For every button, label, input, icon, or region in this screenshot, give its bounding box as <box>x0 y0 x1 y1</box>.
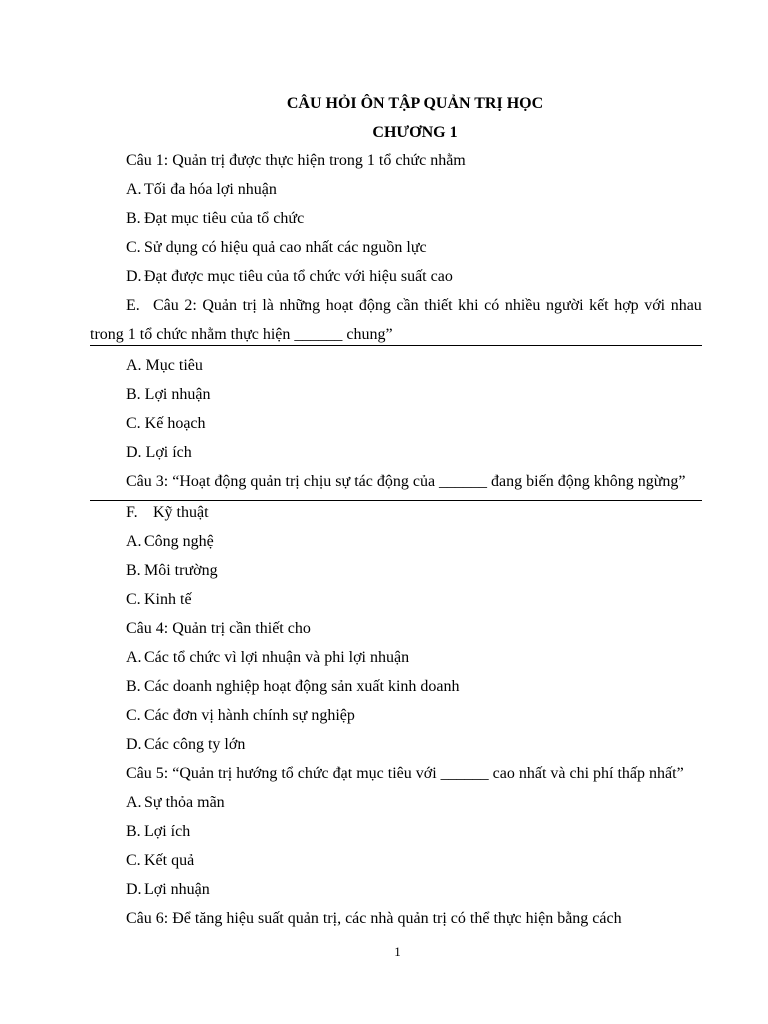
question-2-word: trị <box>242 297 257 314</box>
option-text: Các công ty lớn <box>144 736 246 753</box>
question-2-word: thiết <box>424 297 453 314</box>
question-2-word: nhau <box>670 297 702 314</box>
q2-prefix: E. <box>126 297 140 314</box>
option-text: Kinh tế <box>144 591 192 608</box>
question-2-word: kết <box>589 297 609 314</box>
page-number: 1 <box>394 944 401 959</box>
question-5: Câu 5: “Quản trị hướng tổ chức đạt mục tiêu với ______ cao nhất và chi phí thấp nhất” <box>126 765 684 782</box>
q5-option-d <box>126 880 210 900</box>
option-text: Lợi nhuận <box>144 881 210 898</box>
option-label: B. <box>126 823 141 840</box>
option-text: Các doanh nghiệp hoạt động sản xuất kinh doanh <box>144 678 460 695</box>
option-label: A. <box>126 649 142 666</box>
option-text: Tối đa hóa lợi nhuận <box>144 181 277 198</box>
question-2-word: nhiều <box>504 297 541 314</box>
q5-option-a <box>126 793 225 813</box>
divider-rule <box>90 345 702 346</box>
option-text: Đạt được mục tiêu của tổ chức với hiệu suất cao <box>144 268 453 285</box>
question-1: Câu 1: Quản trị được thực hiện trong 1 tổ chức nhằm <box>126 152 466 169</box>
question-2-word: hợp <box>614 297 639 314</box>
option-label: B. <box>126 562 141 579</box>
document-title: CÂU HỎI ÔN TẬP QUẢN TRỊ HỌC <box>286 95 544 112</box>
question-2-word: người <box>545 297 584 314</box>
option-label: C. <box>126 852 141 869</box>
q3-option-c <box>126 590 192 610</box>
q2-option-a: A. Mục tiêu <box>126 357 203 374</box>
q4-option-a <box>126 648 409 668</box>
q1-option-d <box>126 267 453 287</box>
q5-option-c <box>126 851 194 871</box>
question-2-word: là <box>262 297 274 314</box>
chapter-heading: CHƯƠNG 1 <box>372 124 458 141</box>
option-label: C. <box>126 591 141 608</box>
option-text: Đạt mục tiêu của tổ chức <box>144 210 305 227</box>
question-2-word: động <box>358 297 391 314</box>
question-2-word: 2: <box>184 297 197 314</box>
q3-option-b <box>126 561 218 581</box>
q1-option-a <box>126 180 277 200</box>
q3-option-a <box>126 532 214 552</box>
q4-option-d <box>126 735 245 755</box>
option-label: D. <box>126 881 142 898</box>
option-text: Lợi ích <box>144 823 191 840</box>
option-label: D. <box>126 736 142 753</box>
q2-option-d: D. Lợi ích <box>126 444 192 461</box>
question-2-word: hoạt <box>325 297 354 314</box>
question-2-word: cần <box>396 297 419 314</box>
question-4: Câu 4: Quản trị cần thiết cho <box>126 620 311 637</box>
q2-option-c: C. Kế hoạch <box>126 415 206 432</box>
question-2-line-1 <box>153 296 702 316</box>
question-6: Câu 6: Để tăng hiệu suất quản trị, các nhà quản trị có thể thực hiện bằng cách <box>126 910 622 927</box>
question-2-line-2: trong 1 tổ chức nhằm thực hiện ______ chung” <box>90 326 393 343</box>
option-text: Kỹ thuật <box>153 504 209 521</box>
option-label: A. <box>126 533 142 550</box>
divider-rule <box>90 500 702 501</box>
option-label: A. <box>126 181 142 198</box>
q1-option-c <box>126 238 427 258</box>
question-3: Câu 3: “Hoạt động quản trị chịu sự tác động của ______ đang biến động không ngừng” <box>126 473 686 490</box>
option-text: Sự thỏa mãn <box>144 794 225 811</box>
option-label: B. <box>126 210 141 227</box>
option-text: Công nghệ <box>144 533 214 550</box>
q3-option-f <box>126 503 209 523</box>
q5-option-b <box>126 822 190 842</box>
question-2-word: Câu <box>153 297 179 314</box>
question-2-word: có <box>484 297 500 314</box>
question-2-word: khi <box>458 297 479 314</box>
option-label: F. <box>126 504 138 521</box>
option-text: Kết quả <box>144 852 195 869</box>
q1-option-b <box>126 209 304 229</box>
q4-option-b <box>126 677 460 697</box>
option-text: Các đơn vị hành chính sự nghiệp <box>144 707 355 724</box>
option-label: A. <box>126 794 142 811</box>
option-label: D. <box>126 268 142 285</box>
question-2-word: với <box>644 297 666 314</box>
option-text: Sử dụng có hiệu quả cao nhất các nguồn lực <box>144 239 427 256</box>
option-label: C. <box>126 707 141 724</box>
option-text: Môi trường <box>144 562 218 579</box>
option-label: B. <box>126 678 141 695</box>
option-label: C. <box>126 239 141 256</box>
question-2-word: Quản <box>202 297 238 314</box>
option-text: Các tổ chức vì lợi nhuận và phi lợi nhuận <box>144 649 410 666</box>
question-2-word: những <box>279 297 321 314</box>
q2-option-b: B. Lợi nhuận <box>126 386 211 403</box>
q4-option-c <box>126 706 355 726</box>
